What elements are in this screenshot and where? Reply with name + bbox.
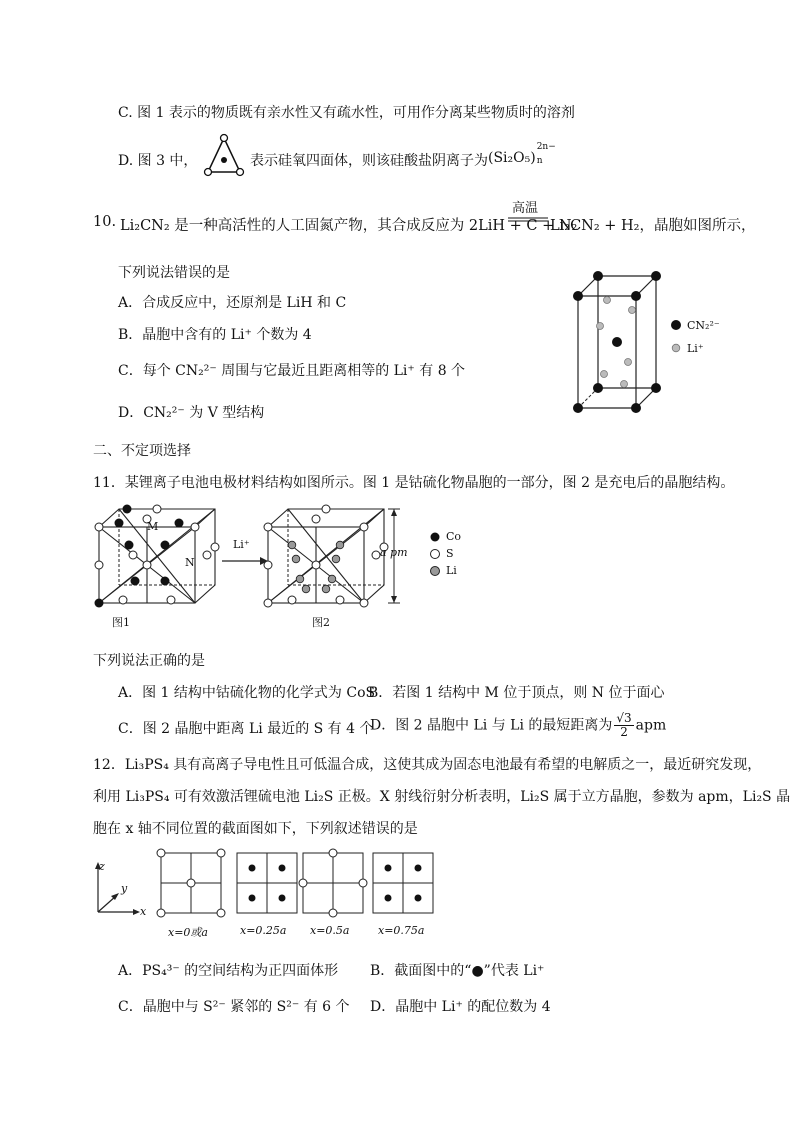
q9-silicate-formula: (Si₂O₅) 2n− n [488, 142, 556, 166]
q11-legend-markers [428, 531, 442, 579]
caption-x075: x=0.75a [378, 924, 425, 937]
q10-option-c: C．每个 CN₂²⁻ 周围与它最近且距离相等的 Li⁺ 有 8 个 [118, 363, 466, 379]
q10-option-d: D．CN₂²⁻ 为 V 型结构 [118, 405, 265, 421]
q10-option-b: B．晶胞中含有的 Li⁺ 个数为 4 [118, 327, 312, 343]
q10-number: 10. [93, 214, 117, 230]
figure-1-caption: 图1 [112, 616, 130, 629]
axis-x-label: x [140, 905, 147, 918]
dimension-label: a pm [380, 546, 408, 559]
figure-2-caption: 图2 [312, 616, 330, 629]
section-heading: 二、不定项选择 [93, 443, 191, 459]
legend-s: S [446, 547, 454, 560]
q12-stem-line1: 12．Li₃PS₄ 具有高离子导电性且可低温合成，这使其成为固态电池最有希望的电解质之一，最近研究发现， [93, 757, 762, 773]
cross-section-x025 [236, 852, 298, 914]
q10-reaction-condition: 高温 [512, 201, 539, 216]
axis-z-label: z [99, 860, 105, 873]
reaction-equals-sign [508, 217, 548, 223]
legend-li: Li [446, 564, 457, 577]
label-n: N [185, 556, 195, 569]
q9-option-d-text: 表示硅氧四面体，则该硅酸盐阴离子为 [250, 153, 488, 169]
legend-cn2: CN₂²⁻ [687, 319, 720, 332]
label-m: M [147, 520, 159, 533]
caption-x05: x=0.5a [310, 924, 350, 937]
q9-option-d-prefix: D. 图 3 中， [118, 153, 198, 169]
q10-stem-part2: Li₂CN₂ + H₂，晶胞如图所示， [550, 218, 756, 234]
caption-x0: x=0或a [168, 926, 208, 939]
legend-co: Co [446, 530, 462, 543]
cross-section-x0 [160, 852, 222, 914]
q10-stem-part1: Li₂CN₂ 是一种高活性的人工固氮产物，其合成反应为 2LiH + C + N₂ [120, 218, 578, 234]
q12-option-b: B．截面图中的“●”代表 Li⁺ [370, 963, 545, 979]
q12-stem-line3: 胞在 x 轴不同位置的截面图如下，下列叙述错误的是 [93, 821, 418, 837]
q12-option-d: D．晶胞中 Li⁺ 的配位数为 4 [370, 999, 551, 1015]
q9-option-c: C. 图 1 表示的物质既有亲水性又有疏水性，可用作分离某些物质时的溶剂 [118, 105, 575, 121]
q12-stem-line2: 利用 Li₃PS₄ 可有效激活锂硫电池 Li₂S 正极。X 射线衍射分析表明，Li₂S 属于立方晶胞，参数为 apm，Li₂S 晶 [93, 789, 791, 805]
q10-prompt: 下列说法错误的是 [118, 265, 230, 281]
legend-li: Li⁺ [687, 342, 704, 355]
q12-option-c: C．晶胞中与 S²⁻ 紧邻的 S²⁻ 有 6 个 [118, 999, 350, 1015]
q11-option-b: B．若图 1 结构中 M 位于顶点，则 N 位于面心 [368, 685, 665, 701]
caption-x025: x=0.25a [240, 924, 287, 937]
cross-section-x05 [302, 852, 364, 914]
q12-option-a: A．PS₄³⁻ 的空间结构为正四面体形 [118, 963, 339, 979]
q11-figure-2 [262, 505, 392, 610]
cross-section-x075 [372, 852, 434, 914]
silicate-tetrahedron-icon [204, 134, 244, 178]
q11-option-a: A．图 1 结构中钴硫化物的化学式为 CoS [118, 685, 376, 701]
axis-y-label: y [121, 882, 128, 895]
q10-option-a: A．合成反应中，还原剂是 LiH 和 C [118, 295, 347, 311]
q11-option-c: C．图 2 晶胞中距离 Li 最近的 S 有 4 个 [118, 721, 374, 737]
li2cn2-unit-cell-figure [570, 262, 680, 422]
q10-legend-markers [669, 318, 683, 358]
q11-stem: 11．某锂离子电池电极材料结构如图所示。图 1 是钴硫化物晶胞的一部分，图 2 是充电后的晶胞结构。 [93, 475, 735, 491]
q11-option-d: D．图 2 晶胞中 Li 与 Li 的最短距离为 $\frac{√3}{2}$ apm [370, 711, 667, 739]
q11-prompt: 下列说法正确的是 [93, 653, 205, 669]
arrow-label: Li⁺ [233, 538, 250, 551]
